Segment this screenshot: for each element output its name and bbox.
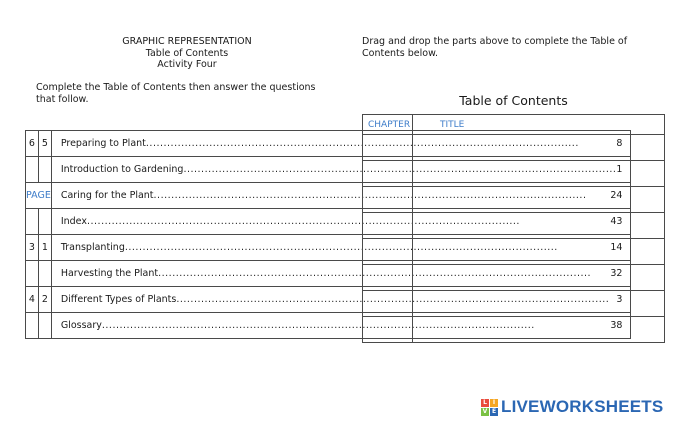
draggable-number-page[interactable]: 5 xyxy=(38,131,51,157)
entry-title: Index xyxy=(60,216,87,227)
title-drop-slot[interactable] xyxy=(413,161,665,187)
logo-mark-square: V xyxy=(482,407,488,415)
draggable-number-page[interactable]: 1 xyxy=(38,235,51,261)
entry-title: Different Types of Plants xyxy=(60,294,177,305)
toc-drop-row xyxy=(363,317,665,343)
logo-mark-square: I xyxy=(490,399,498,407)
header-line-1: GRAPHIC REPRESENTATION xyxy=(122,36,252,47)
draggable-number-page xyxy=(38,313,51,339)
entry-title: Transplanting xyxy=(60,242,125,253)
logo-mark-icon xyxy=(481,399,498,416)
entry-title: Preparing to Plant xyxy=(60,138,146,149)
entry-title: Introduction to Gardening xyxy=(60,164,184,175)
header-line-3: Activity Four xyxy=(157,59,217,70)
chapter-drop-slot[interactable] xyxy=(363,265,413,291)
drag-drop-instructions: Drag and drop the parts above to complete the Table of Contents below. xyxy=(362,36,628,59)
draggable-number-page xyxy=(38,261,51,287)
toc-drop-row xyxy=(363,265,665,291)
title-drop-slot[interactable] xyxy=(413,291,665,317)
chapter-drop-slot[interactable] xyxy=(363,187,413,213)
entry-page-number: 32 xyxy=(610,268,623,279)
chapter-drop-slot[interactable] xyxy=(363,213,413,239)
toc-drop-row xyxy=(363,239,665,265)
draggable-number-page[interactable]: 2 xyxy=(38,287,51,313)
entry-title: Caring for the Plant xyxy=(60,190,154,201)
entry-page-number: 3 xyxy=(616,294,623,305)
header-line-2: Table of Contents xyxy=(145,47,229,59)
page-label: PAGE xyxy=(26,183,52,209)
title-drop-slot[interactable] xyxy=(413,187,665,213)
chapter-drop-slot[interactable] xyxy=(363,135,413,161)
logo-text: LIVEWORKSHEETS xyxy=(501,397,664,416)
logo-mark-square: L xyxy=(481,399,489,407)
title-drop-slot[interactable] xyxy=(413,265,665,291)
logo-mark-square: E xyxy=(491,407,497,415)
title-drop-slot[interactable] xyxy=(413,317,665,343)
draggable-number-chapter xyxy=(26,313,39,339)
title-drop-slot[interactable] xyxy=(413,213,665,239)
entry-page-number: 43 xyxy=(610,216,623,227)
title-column-header: TITLE xyxy=(413,115,665,135)
toc-drop-row xyxy=(363,187,665,213)
draggable-number-chapter[interactable]: 4 xyxy=(26,287,39,313)
draggable-number-page xyxy=(38,209,51,235)
draggable-number-chapter xyxy=(26,209,39,235)
chapter-column-header: CHAPTER xyxy=(363,115,413,135)
toc-drop-row xyxy=(363,161,665,187)
toc-drop-row xyxy=(363,135,665,161)
entry-page-number: 24 xyxy=(610,190,623,201)
entry-page-number: 14 xyxy=(610,242,623,253)
draggable-number-page xyxy=(38,157,51,183)
chapter-drop-slot[interactable] xyxy=(363,161,413,187)
entry-title: Glossary xyxy=(60,320,102,331)
draggable-number-chapter[interactable]: 3 xyxy=(26,235,39,261)
entry-title: Harvesting the Plant xyxy=(60,268,159,279)
draggable-number-chapter xyxy=(26,157,39,183)
entry-page-number: 38 xyxy=(610,320,623,331)
toc-title: Table of Contents xyxy=(459,93,568,108)
chapter-drop-slot[interactable] xyxy=(363,317,413,343)
draggable-number-chapter xyxy=(26,261,39,287)
chapter-drop-slot[interactable] xyxy=(363,291,413,317)
toc-drop-row xyxy=(363,213,665,239)
liveworksheets-logo xyxy=(481,397,663,417)
title-drop-slot[interactable] xyxy=(413,239,665,265)
worksheet-header xyxy=(80,36,294,71)
chapter-drop-slot[interactable] xyxy=(363,239,413,265)
draggable-number-chapter[interactable]: 6 xyxy=(26,131,39,157)
toc-drop-table xyxy=(362,114,665,343)
entry-page-number: 8 xyxy=(616,138,623,149)
entry-page-number: 1 xyxy=(616,164,623,175)
toc-drop-row xyxy=(363,291,665,317)
left-instructions: Complete the Table of Contents then answer the questions that follow. xyxy=(36,82,316,105)
title-drop-slot[interactable] xyxy=(413,135,665,161)
